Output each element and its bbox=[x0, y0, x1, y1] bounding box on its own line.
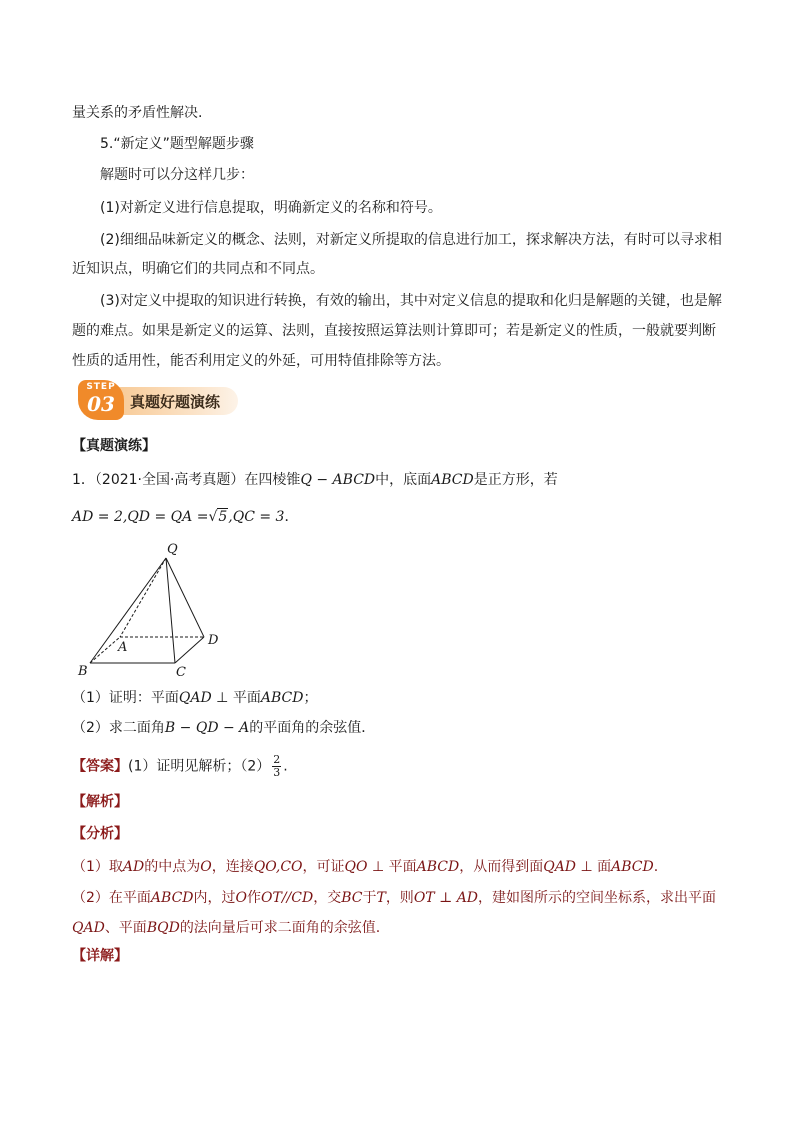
a1-math-3: QO,CO bbox=[253, 859, 303, 875]
a3-text-2: 的法向量后可求二面角的余弦值. bbox=[179, 920, 381, 936]
a1-text-6: ，从而得到面 bbox=[459, 859, 544, 875]
a2-text-5: 于 bbox=[362, 890, 377, 906]
sqrt-5: √5 bbox=[208, 509, 228, 525]
step-3-text-c: 性质的适用性，能否利用定义的外延，可用特值排除等方法。 bbox=[72, 353, 450, 369]
question-1-text: （1）证明：平面 bbox=[72, 690, 179, 706]
answer-line bbox=[72, 754, 288, 779]
a2-math-3: OT//CD bbox=[261, 890, 314, 906]
analysis-label: 【解析】 bbox=[72, 794, 128, 810]
vertex-label-q: Q bbox=[167, 542, 178, 557]
a1-text-8: . bbox=[653, 859, 659, 875]
pyramid-name: Q − ABCD bbox=[300, 472, 376, 488]
analysis-part-2 bbox=[72, 888, 716, 908]
condition-end: ． bbox=[284, 509, 299, 525]
section-label: 【真题演练】 bbox=[72, 438, 156, 454]
vertex-label-d: D bbox=[208, 633, 219, 648]
step-title: 真题好题演练 bbox=[130, 393, 221, 411]
edge-qa bbox=[120, 558, 166, 637]
step-banner bbox=[78, 380, 238, 424]
vertex-label-b: B bbox=[78, 664, 88, 678]
step-3-text-b: 题的难点。如果是新定义的运算、法则，直接按照运算法则计算即可；若是新定义的性质，一般就要判断 bbox=[72, 323, 716, 339]
a2-text-3: 作 bbox=[247, 890, 262, 906]
a1-text-1: （1）取 bbox=[72, 859, 123, 875]
question-2-text: （2）求二面角 bbox=[72, 720, 165, 736]
question-1 bbox=[72, 688, 317, 708]
question-2 bbox=[72, 718, 375, 738]
a1-text-2: 的中点为 bbox=[144, 859, 201, 875]
step-number: 03 bbox=[87, 392, 115, 416]
vertex-label-a: A bbox=[118, 640, 128, 655]
edge-qb bbox=[90, 558, 166, 663]
a2-math-4: BC bbox=[341, 890, 363, 906]
dihedral-angle: B − QD − A bbox=[164, 720, 250, 736]
a3-math-1: QAD bbox=[72, 920, 105, 936]
step-badge bbox=[78, 380, 124, 420]
a3-text-1: 、平面 bbox=[104, 920, 147, 936]
answer-end: . bbox=[283, 758, 288, 775]
problem-statement bbox=[72, 470, 558, 490]
a3-math-2: BQD bbox=[146, 920, 180, 936]
problem-conditions bbox=[72, 507, 298, 527]
fraction-denominator: 3 bbox=[273, 766, 281, 779]
base-name: ABCD bbox=[431, 472, 474, 488]
vertex-label-c: C bbox=[176, 665, 186, 678]
a2-text-1: （2）在平面 bbox=[72, 890, 151, 906]
perp-plane-text: ⊥ 平面 bbox=[211, 690, 261, 706]
a1-math-5: ABCD bbox=[416, 859, 460, 875]
plane-qad: QAD bbox=[178, 690, 212, 706]
a2-math-2: O bbox=[235, 890, 248, 906]
pyramid-figure bbox=[72, 538, 232, 678]
condition-lengths: AD = 2,QD = QA = bbox=[72, 509, 209, 525]
answer-label: 【答案】 bbox=[72, 758, 128, 775]
fraction-numerator: 2 bbox=[273, 753, 281, 766]
a2-text-2: 内，过 bbox=[193, 890, 236, 906]
step-label: STEP bbox=[86, 382, 116, 392]
problem-text-post: 是正方形，若 bbox=[473, 472, 558, 488]
plane-abcd: ABCD bbox=[260, 690, 304, 706]
analysis-part-1 bbox=[72, 857, 658, 877]
question-1-end: ； bbox=[303, 690, 318, 706]
problem-source: 1．（2021·全国·高考真题）在四棱锥 bbox=[72, 472, 301, 488]
intro-line-3: 解题时可以分这样几步： bbox=[100, 167, 254, 183]
a1-text-3: ，连接 bbox=[211, 859, 254, 875]
intro-line-1: 量关系的矛盾性解决. bbox=[72, 105, 203, 121]
a1-text-4: ，可证 bbox=[302, 859, 345, 875]
step-2-text-a: (2)细细品味新定义的概念、法则，对新定义所提取的信息进行加工，探求解决方法，有时可以寻求相 bbox=[100, 232, 722, 248]
a2-math-5: T bbox=[376, 890, 386, 906]
a2-text-7: ，建如图所示的空间坐标系，求出平面 bbox=[478, 890, 717, 906]
a2-math-1: ABCD bbox=[150, 890, 194, 906]
edge-cd bbox=[175, 637, 204, 663]
answer-fraction bbox=[272, 754, 281, 779]
a2-text-6: ，则 bbox=[385, 890, 414, 906]
question-2-post: 的平面角的余弦值． bbox=[249, 720, 376, 736]
edge-ba bbox=[90, 637, 120, 663]
condition-qc: ,QC = 3 bbox=[228, 509, 285, 525]
fenxi-label: 【分析】 bbox=[72, 826, 128, 842]
problem-text-mid: 中，底面 bbox=[375, 472, 432, 488]
a1-math-7: ABCD bbox=[611, 859, 654, 875]
detail-label: 【详解】 bbox=[72, 948, 128, 964]
a2-math-6: OT ⊥ AD bbox=[413, 890, 479, 906]
a1-math-2: O bbox=[200, 859, 212, 875]
a2-text-4: ，交 bbox=[313, 890, 342, 906]
analysis-part-3 bbox=[72, 918, 380, 938]
a1-math-6: QAD bbox=[543, 859, 577, 875]
a1-math-1: AD bbox=[122, 859, 145, 875]
a1-math-4: QO bbox=[344, 859, 368, 875]
step-2-text-b: 近知识点，明确它们的共同点和不同点。 bbox=[72, 261, 324, 277]
answer-text: (1）证明见解析；（2） bbox=[128, 758, 271, 775]
intro-heading-steps: 5.“新定义”题型解题步骤 bbox=[100, 136, 254, 152]
a1-text-7: ⊥ 面 bbox=[576, 859, 612, 875]
step-3-text-a: (3)对定义中提取的知识进行转换，有效的输出，其中对定义信息的提取和化归是解题的关键，也是解 bbox=[100, 293, 722, 309]
sqrt-radicand: 5 bbox=[218, 509, 228, 525]
a1-text-5: ⊥ 平面 bbox=[367, 859, 417, 875]
step-1-text: (1)对新定义进行信息提取，明确新定义的名称和符号。 bbox=[100, 200, 442, 216]
